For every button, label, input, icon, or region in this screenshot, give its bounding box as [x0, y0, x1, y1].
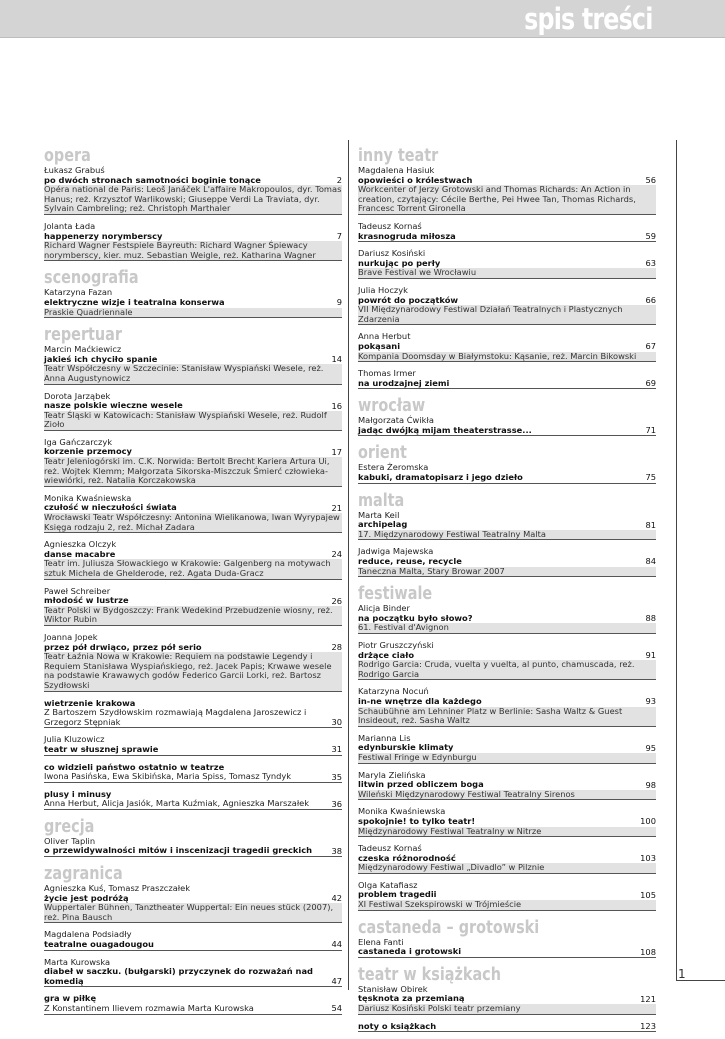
- entry-title: kabuki, dramatopisarz i jego dzieło: [358, 472, 523, 483]
- toc-entry[interactable]: [358, 249, 656, 279]
- entry-page-number: 42: [331, 893, 342, 904]
- section-heading-inny-teatr: inny teatr: [358, 145, 439, 166]
- entry-title: powrót do początków: [358, 294, 459, 305]
- toc-column-right: [358, 146, 656, 1039]
- entry-title: gra w piłkę: [44, 993, 97, 1004]
- entry-author: Agnieszka Olczyk: [44, 539, 117, 550]
- entry-page-number: 103: [640, 853, 656, 864]
- entry-subtitle: Z Konstantinem Ilievem rozmawia Marta Kurowska: [44, 1003, 254, 1013]
- page-number: 1: [678, 967, 686, 981]
- entry-author: Małgorzata Ćwikła: [358, 415, 434, 426]
- entry-page-number: 69: [645, 378, 656, 389]
- toc-entry[interactable]: [358, 938, 656, 958]
- entry-title: życie jest podróżą: [44, 892, 129, 903]
- entry-page-number: 21: [331, 502, 342, 513]
- entry-title: na urodzajnej ziemi: [358, 377, 450, 388]
- toc-entry[interactable]: [358, 687, 656, 726]
- entry-author: Maryla Zielińska: [358, 769, 426, 780]
- entry-page-number: 54: [331, 1003, 342, 1014]
- toc-entry[interactable]: [44, 763, 342, 783]
- entry-title: problem tragedii: [358, 889, 437, 900]
- entry-title: happenerzy norymberscy: [44, 230, 163, 241]
- entry-note: Brave Festival we Wrocławiu: [358, 268, 656, 278]
- column-divider: [348, 140, 349, 990]
- toc-entry[interactable]: [358, 416, 656, 436]
- entry-note: Taneczna Malta, Stary Browar 2007: [358, 567, 656, 577]
- toc-entry[interactable]: [358, 166, 656, 215]
- entry-author: Olga Katafiasz: [358, 879, 418, 890]
- entry-title: czeska różnorodność: [358, 852, 456, 863]
- section-heading-orient: orient: [358, 442, 407, 464]
- entry-title: nasze polskie wieczne wesele: [44, 400, 183, 411]
- entry-title: przez pół drwiąco, przez pół serio: [44, 641, 202, 652]
- section-heading-grecja: grecja: [44, 815, 95, 837]
- toc-entry[interactable]: [358, 604, 656, 634]
- entry-note: 17. Międzynarodowy Festiwal Teatralny Malta: [358, 530, 656, 540]
- toc-entry[interactable]: [44, 633, 342, 692]
- right-rule: [676, 140, 677, 980]
- entry-note: Teatr Śląski w Katowicach: Stanisław Wyspiański Wesele, reż. Rudolf Zioło: [44, 411, 342, 430]
- entry-title: opowieści o królestwach: [358, 174, 473, 185]
- toc-entry[interactable]: [358, 641, 656, 680]
- entry-note: 61. Festival d'Avignon: [358, 623, 656, 633]
- entry-note: Teatr Współczesny w Szczecinie: Stanisław Wyspiański Wesele, reż. Anna Augustynowicz: [44, 364, 342, 383]
- toc-entry[interactable]: [358, 881, 656, 911]
- entry-author: Tadeusz Kornaś: [358, 843, 422, 854]
- entry-author: Monika Kwaśniewska: [44, 492, 132, 503]
- entry-author: Estera Żeromska: [358, 462, 429, 473]
- entry-title: reduce, reuse, recycle: [358, 556, 462, 567]
- entry-note: Teatr Łaźnia Nowa w Krakowie: Requiem na podstawie Legendy i Requiem Stanisława Wyspiańskiego, reż. Jacek Papis; Krwawe wesele na podstawie Krawawych godów Federico Garcii Lorki, reż. Bartosz Szydłowski: [44, 652, 342, 690]
- entry-page-number: 108: [640, 946, 656, 957]
- entry-note: Kompania Doomsday w Białymstoku: Kąsanie, reż. Marcin Bikowski: [358, 352, 656, 362]
- toc-entry[interactable]: [44, 884, 342, 923]
- toc-entry[interactable]: [44, 930, 342, 950]
- entry-page-number: 100: [640, 816, 656, 827]
- toc-entry[interactable]: [44, 288, 342, 318]
- entry-note: Wuppertaler Bühnen, Tanztheater Wuppertal: Ein neues stück (2007), reż. Pina Bausch: [44, 903, 342, 922]
- entry-page-number: 31: [331, 744, 342, 755]
- entry-note: Praskie Quadriennale: [44, 308, 342, 318]
- entry-note: Wileński Międzynarodowy Festiwal Teatralny Sirenos: [358, 790, 656, 800]
- entry-title: pokąsani: [358, 340, 401, 351]
- entry-author: Oliver Taplin: [44, 835, 96, 846]
- entry-title: jakieś ich chyciło spanie: [44, 353, 158, 364]
- entry-author: Piotr Gruszczyński: [358, 640, 434, 650]
- entry-subtitle: Anna Herbut, Alicja Jasiók, Marta Kuźmiak, Agnieszka Marszałek: [44, 798, 310, 809]
- entry-page-number: 71: [645, 425, 656, 436]
- entry-page-number: 2: [336, 175, 342, 185]
- toc-entry[interactable]: [44, 958, 342, 988]
- entry-page-number: 26: [331, 595, 342, 606]
- entry-page-number: 81: [645, 519, 656, 530]
- entry-page-number: 66: [645, 294, 656, 305]
- entry-note: Międzynarodowy Festiwal Teatralny w Nitrze: [358, 827, 656, 837]
- entry-title: korzenie przemocy: [44, 446, 132, 457]
- toc-entry[interactable]: [358, 844, 656, 874]
- entry-note: Teatr Polski w Bydgoszczy: Frank Wedekind Przebudzenie wiosny, reż. Wiktor Rubin: [44, 606, 342, 625]
- toc-entry[interactable]: [44, 587, 342, 626]
- header-bar: [0, 0, 725, 38]
- entry-page-number: 47: [331, 976, 342, 987]
- entry-author: Joanna Jopek: [44, 631, 98, 642]
- section-heading-festiwale: festiwale: [358, 583, 433, 605]
- entry-title: tęsknota za przemianą: [358, 993, 465, 1004]
- entry-subtitle: Iwona Pasińska, Ewa Skibińska, Maria Spiss, Tomasz Tyndyk: [44, 771, 292, 782]
- entry-page-number: 63: [645, 258, 656, 269]
- entry-title: czułość w nieczułości świata: [44, 502, 177, 513]
- entry-author: Monika Kwaśniewska: [358, 806, 446, 817]
- toc-entry[interactable]: [44, 438, 342, 487]
- entry-page-number: 35: [331, 771, 342, 782]
- toc-entry[interactable]: [358, 1022, 656, 1033]
- entry-page-number: 28: [331, 641, 342, 652]
- toc-entry[interactable]: [358, 547, 656, 577]
- entry-page-number: 95: [645, 742, 656, 753]
- toc-entry[interactable]: [358, 463, 656, 483]
- toc-entry[interactable]: [358, 286, 656, 325]
- entry-title: o przewidywalności mitów i inscenizacji tragedii greckich: [44, 845, 313, 856]
- entry-page-number: 84: [645, 556, 656, 567]
- entry-page-number: 88: [645, 613, 656, 624]
- entry-page-number: 36: [331, 798, 342, 809]
- entry-title: po dwóch stronach samotności boginie tonące: [44, 174, 261, 185]
- toc-entry[interactable]: [358, 332, 656, 362]
- toc-entry[interactable]: [358, 771, 656, 801]
- toc-entry[interactable]: [44, 392, 342, 431]
- entry-author: Dariusz Kosiński: [358, 248, 426, 259]
- entry-page-number: 56: [645, 175, 656, 185]
- entry-title: archipelag: [358, 519, 408, 530]
- toc-entry[interactable]: [44, 222, 342, 261]
- entry-title: plusy i minusy: [44, 788, 112, 799]
- entry-author: Anna Herbut: [358, 331, 411, 342]
- entry-title: in-ne wnętrze dla każdego: [358, 695, 482, 706]
- entry-title: noty o książkach: [358, 1020, 437, 1031]
- section-heading-zagranica: zagranica: [44, 863, 123, 885]
- entry-page-number: 30: [331, 717, 342, 728]
- toc-entry[interactable]: [44, 994, 342, 1014]
- entry-title: na początku było słowo?: [358, 612, 473, 623]
- entry-author: Marta Keil: [358, 509, 400, 520]
- entry-author: Dorota Jarząbek: [44, 390, 111, 401]
- entry-author: Katarzyna Fazan: [44, 287, 113, 298]
- entry-page-number: 93: [645, 696, 656, 707]
- entry-author: Jolanta Łada: [44, 220, 96, 231]
- entry-author: Marcin Maćkiewicz: [44, 344, 122, 355]
- entry-author: Magdalena Hasiuk: [358, 165, 435, 175]
- toc-entry[interactable]: [44, 837, 342, 857]
- entry-title: danse macabre: [44, 548, 116, 559]
- entry-author: Stanisław Obirek: [358, 983, 428, 994]
- entry-note: Dariusz Kosiński Polski teatr przemiany: [358, 1004, 656, 1014]
- entry-page-number: 121: [640, 993, 656, 1004]
- toc-entry[interactable]: [358, 511, 656, 541]
- entry-author: Elena Fanti: [358, 936, 404, 947]
- entry-page-number: 17: [331, 446, 342, 457]
- entry-title: młodość w lustrze: [44, 595, 129, 606]
- entry-author: Jadwiga Majewska: [358, 546, 434, 557]
- entry-page-number: 75: [645, 472, 656, 483]
- entry-title: edynburskie klimaty: [358, 742, 454, 753]
- toc-entry[interactable]: [44, 790, 342, 810]
- toc-entry[interactable]: [358, 734, 656, 764]
- entry-author: Marianna Lis: [358, 732, 411, 743]
- entry-note: Międzynarodowy Festiwal „Divadlo” w Pilznie: [358, 863, 656, 873]
- section-heading-teatr-w-ksiazkach: teatr w książkach: [358, 963, 501, 985]
- page-title: spis treści: [524, 2, 653, 36]
- entry-author: Iga Gańczarczyk: [44, 436, 113, 447]
- section-heading-repertuar: repertuar: [44, 324, 122, 346]
- entry-author: Paweł Schreiber: [44, 585, 111, 596]
- entry-page-number: 14: [331, 354, 342, 365]
- entry-note: Workcenter of Jerzy Grotowski and Thomas Richards: An Action in creation, czytający: Cécile Berthe, Pei Hwee Tan, Thomas Richards, Francesc Torrent Gironella: [358, 185, 656, 214]
- toc-entry[interactable]: [44, 166, 342, 215]
- entry-note: Wrocławski Teatr Współczesny: Antonina Wielikanowa, Iwan Wyrypajew Księga rodzaju 2, reż. Michał Zadara: [44, 513, 342, 532]
- entry-title: nurkując po perły: [358, 257, 441, 268]
- entry-title: jadąc dwójką mijam theaterstrasse...: [358, 424, 532, 435]
- toc-entry[interactable]: [358, 222, 656, 242]
- entry-page-number: 38: [331, 845, 342, 856]
- entry-page-number: 44: [331, 939, 342, 950]
- entry-note: XI Festiwal Szekspirowski w Trójmieście: [358, 900, 656, 910]
- entry-author: Thomas Irmer: [358, 368, 416, 379]
- entry-page-number: 105: [640, 889, 656, 900]
- entry-page-number: 59: [645, 230, 656, 241]
- entry-author: Marta Kurowska: [44, 956, 111, 967]
- entry-title: teatralne ouagadougou: [44, 939, 154, 950]
- entry-title: spokojnie! to tylko teatr!: [358, 815, 476, 826]
- entry-note: Festiwal Fringe w Edynburgu: [358, 753, 656, 763]
- entry-title: teatr w słusznej sprawie: [44, 743, 159, 754]
- toc-entry[interactable]: [44, 494, 342, 533]
- toc-entry[interactable]: [44, 735, 342, 755]
- toc-entry[interactable]: [358, 985, 656, 1015]
- section-heading-scenografia: scenografia: [44, 267, 139, 289]
- entry-author: Julia Hoczyk: [358, 284, 408, 295]
- entry-page-number: 16: [331, 400, 342, 411]
- toc-entry[interactable]: [44, 540, 342, 579]
- toc-entry[interactable]: [358, 807, 656, 837]
- entry-page-number: 67: [645, 341, 656, 352]
- entry-page-number: 7: [336, 230, 342, 241]
- entry-page-number: 91: [645, 650, 656, 660]
- toc-entry[interactable]: [44, 699, 342, 729]
- entry-author: Katarzyna Nocuń: [358, 686, 429, 697]
- entry-author: Tadeusz Kornaś: [358, 220, 422, 231]
- entry-page-number: 24: [331, 549, 342, 560]
- entry-author: Alicja Binder: [358, 603, 410, 614]
- section-heading-opera: opera: [44, 145, 91, 166]
- toc-entry[interactable]: [44, 345, 342, 384]
- entry-subtitle: Z Bartoszem Szydłowskim rozmawiają Magdalena Jaroszewicz i Grzegorz Stępniak: [44, 707, 307, 727]
- entry-note: Opéra national de Paris: Leoš Janáček L'affaire Makropoulos, dyr. Tomas Hanus; reż. Krzysztof Warlikowski; Giuseppe Verdi La Traviata, dyr. Sylvain Cambreling; reż. Christoph Marthaler: [44, 184, 342, 214]
- entry-author: Julia Kluzowicz: [44, 734, 105, 745]
- entry-note: Teatr im. Juliusza Słowackiego w Krakowie: Galgenberg na motywach sztuk Michela de Ghelderode, reż. Agata Duda-Gracz: [44, 559, 342, 578]
- entry-note: Richard Wagner Festspiele Bayreuth: Richard Wagner Śpiewacy norymberscy, kier. muz. Sebastian Weigle, reż. Katharina Wagner: [44, 241, 342, 260]
- entry-note: Rodrigo Garcia: Cruda, vuelta y vuelta, al punto, chamuscada, reż. Rodrigo Garcia: [358, 660, 656, 679]
- entry-title: litwin przed obliczem boga: [358, 779, 484, 790]
- entry-title: castaneda i grotowski: [358, 946, 462, 957]
- entry-author: Agnieszka Kuś, Tomasz Praszczałek: [44, 883, 191, 894]
- entry-title: elektryczne wizje i teatralna konserwa: [44, 296, 225, 307]
- toc-entry[interactable]: [358, 369, 656, 389]
- section-heading-malta: malta: [358, 489, 405, 511]
- entry-author: Łukasz Grabuś: [44, 165, 105, 175]
- entry-title: drżące ciało: [358, 649, 415, 660]
- entry-note: VII Międzynarodowy Festiwal Działań Teatralnych i Plastycznych Zdarzenia: [358, 305, 656, 324]
- entry-title: co widzieli państwo ostatnio w teatrze: [44, 761, 225, 772]
- entry-title: krasnogruda miłosza: [358, 230, 456, 241]
- entry-title: diabeł w saczku. (bułgarski) przyczynek do rozważań nad komedią: [44, 966, 313, 986]
- section-heading-wroc-aw: wrocław: [358, 395, 426, 417]
- entry-page-number: 98: [645, 779, 656, 790]
- entry-title: wietrzenie krakowa: [44, 697, 136, 708]
- section-heading-castaneda-grotowski: castaneda – grotowski: [358, 916, 540, 938]
- entry-page-number: 123: [640, 1020, 656, 1031]
- toc-column-left: [44, 146, 342, 1022]
- entry-author: Magdalena Podsiadły: [44, 929, 132, 940]
- entry-note: Schaubühne am Lehniner Platz w Berlinie: Sasha Waltz & Guest Insideout, reż. Sasha Waltz: [358, 707, 656, 726]
- entry-note: Teatr Jeleniogórski im. C.K. Norwida: Bertolt Brecht Kariera Artura Ui, reż. Wojtek Klemm; Małgorzata Sikorska-Miszczuk Śmierć człowieka-wiewiórki, reż. Natalia Korczakowska: [44, 457, 342, 486]
- entry-page-number: 9: [336, 297, 342, 308]
